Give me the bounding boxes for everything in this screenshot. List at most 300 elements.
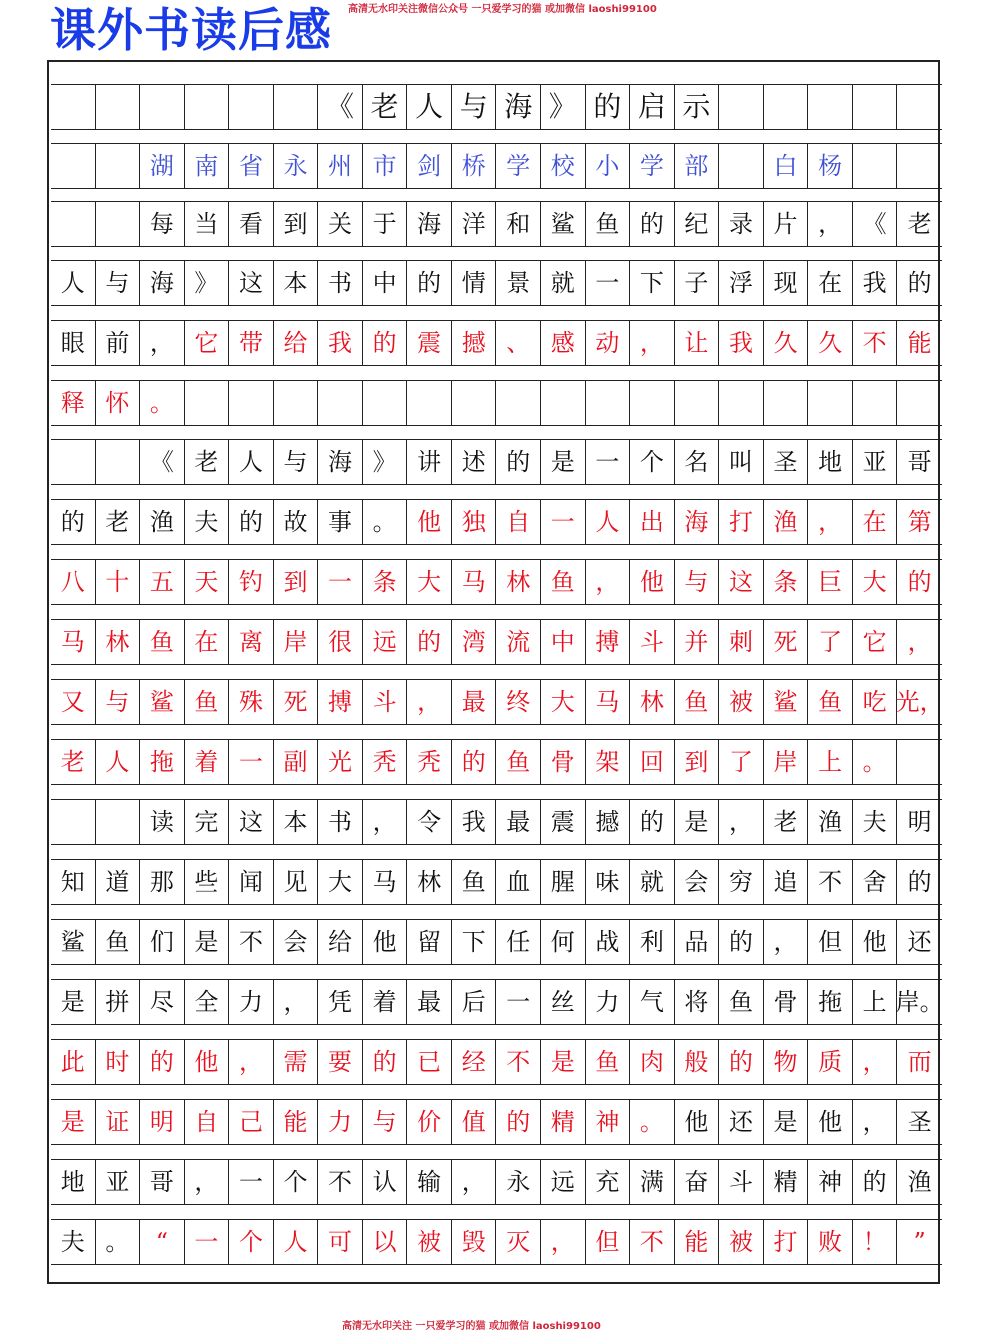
- grid-cell: [318, 381, 363, 425]
- grid-cell: [96, 800, 141, 844]
- grid-cell: 的: [719, 1040, 764, 1084]
- grid-cell: 力: [318, 1100, 363, 1144]
- grid-cell: 见: [274, 860, 319, 904]
- grid-cell: [630, 381, 675, 425]
- grid-cell: 满: [630, 1160, 675, 1204]
- grid-cell: 剑: [407, 144, 452, 188]
- grid-cell: 鱼: [96, 920, 141, 964]
- grid-cell: [452, 381, 497, 425]
- grid-cell: 还: [719, 1100, 764, 1144]
- grid-cell: 地: [51, 1160, 96, 1204]
- text-row: [51, 201, 942, 247]
- text-row: [51, 559, 942, 605]
- grid-cell: 远: [363, 620, 408, 664]
- grid-cell: 自: [185, 1100, 230, 1144]
- grid-cell: 到: [274, 560, 319, 604]
- grid-cell: 何: [541, 920, 586, 964]
- grid-cell: ，: [407, 680, 452, 724]
- grid-cell: [764, 85, 809, 129]
- grid-cell: 在: [185, 620, 230, 664]
- grid-cell: 他: [363, 920, 408, 964]
- grid-cell: 搏: [318, 680, 363, 724]
- grid-cell: 怀: [96, 381, 141, 425]
- grid-cell: 夫: [185, 500, 230, 544]
- grid-cell: 死: [274, 680, 319, 724]
- grid-cell: 叫: [719, 440, 764, 484]
- grid-cell: ，: [719, 800, 764, 844]
- grid-cell: 终: [496, 680, 541, 724]
- grid-cell: 在: [808, 261, 853, 305]
- grid-cell: 。: [630, 1100, 675, 1144]
- grid-cell: 哥: [140, 1160, 185, 1204]
- grid-cell: 》: [185, 261, 230, 305]
- grid-cell: ，: [808, 500, 853, 544]
- grid-cell: 他: [407, 500, 452, 544]
- grid-cell: 当: [185, 202, 230, 246]
- author-row: [51, 143, 942, 189]
- grid-cell: 海: [675, 500, 720, 544]
- grid-cell: 鱼: [719, 980, 764, 1024]
- grid-cell: 鱼: [452, 860, 497, 904]
- grid-cell: 血: [496, 860, 541, 904]
- grid-cell: 永: [496, 1160, 541, 1204]
- grid-cell: 的: [140, 1040, 185, 1084]
- grid-cell: 市: [363, 144, 408, 188]
- grid-cell: 后: [452, 980, 497, 1024]
- grid-cell: 的: [363, 1040, 408, 1084]
- grid-cell: 动: [586, 321, 631, 365]
- essay-grid-paper: [47, 60, 944, 1284]
- grid-cell: 骨: [764, 980, 809, 1024]
- grid-cell: 很: [318, 620, 363, 664]
- grid-cell: 圣: [907, 1108, 932, 1136]
- grid-cell: 认: [363, 1160, 408, 1204]
- grid-cell: 能: [907, 329, 932, 357]
- text-row: [51, 919, 942, 965]
- grid-cell: 上: [808, 740, 853, 784]
- grid-cell: [51, 144, 96, 188]
- grid-cell: 马: [586, 680, 631, 724]
- grid-cell: [808, 85, 853, 129]
- grid-cell: 的: [630, 800, 675, 844]
- grid-cell: 林: [96, 620, 141, 664]
- grid-cell: 它: [853, 620, 898, 664]
- grid-cell: 这: [229, 800, 274, 844]
- grid-cell: 肉: [630, 1040, 675, 1084]
- grid-cell: 海: [140, 261, 185, 305]
- grid-cell: ，: [853, 1100, 898, 1144]
- page-title: 课外书读后感: [50, 3, 332, 57]
- grid-cell: [853, 85, 898, 129]
- grid-cell: ，: [140, 321, 185, 365]
- grid-cell: 给: [274, 321, 319, 365]
- grid-cell: 殊: [229, 680, 274, 724]
- grid-cell: 老: [51, 740, 96, 784]
- grid-cell: 就: [541, 261, 586, 305]
- grid-cell: 林: [630, 680, 675, 724]
- grid-cell: 拼: [96, 980, 141, 1024]
- grid-cell: 尽: [140, 980, 185, 1024]
- text-row: [51, 499, 942, 545]
- grid-cell: 明: [907, 808, 932, 836]
- grid-cell: 斗: [719, 1160, 764, 1204]
- grid-cell: 舍: [853, 860, 898, 904]
- grid-cell: 大: [318, 860, 363, 904]
- grid-cell: 鱼: [808, 680, 853, 724]
- grid-cell: 久: [808, 321, 853, 365]
- grid-cell: 毁: [452, 1220, 497, 1264]
- text-row: [51, 320, 942, 366]
- grid-cell: 出: [630, 500, 675, 544]
- grid-cell: 于: [363, 202, 408, 246]
- grid-cell: 的: [229, 500, 274, 544]
- grid-cell: [675, 381, 720, 425]
- grid-cell: 那: [140, 860, 185, 904]
- grid-cell: ，: [541, 1220, 586, 1264]
- grid-cell: 名: [675, 440, 720, 484]
- grid-cell: 渔: [140, 500, 185, 544]
- grid-cell: [897, 85, 942, 129]
- text-row: [51, 1039, 942, 1085]
- grid-cell: 被: [407, 1220, 452, 1264]
- grid-cell: 我: [318, 321, 363, 365]
- grid-cell: 道: [96, 860, 141, 904]
- grid-cell: 亚: [853, 440, 898, 484]
- grid-cell: 。: [96, 1220, 141, 1264]
- grid-cell: [897, 381, 942, 425]
- grid-cell: 浮: [719, 261, 764, 305]
- grid-cell: 人: [229, 440, 274, 484]
- grid-cell: 但: [586, 1220, 631, 1264]
- grid-cell: 校: [541, 144, 586, 188]
- grid-cell: 省: [229, 144, 274, 188]
- grid-cell: 示: [675, 85, 720, 129]
- grid-cell: 》: [541, 85, 586, 129]
- grid-cell: 大: [407, 560, 452, 604]
- grid-cell: 与: [363, 1100, 408, 1144]
- grid-cell: 岸: [764, 740, 809, 784]
- grid-cell: 们: [140, 920, 185, 964]
- grid-cell: 的: [452, 740, 497, 784]
- grid-cell: 拖: [808, 980, 853, 1024]
- grid-cell: 精: [541, 1100, 586, 1144]
- grid-cell: 证: [96, 1100, 141, 1144]
- grid-cell: 夫: [853, 800, 898, 844]
- grid-cell: 鱼: [541, 560, 586, 604]
- grid-cell: 光: [318, 740, 363, 784]
- grid-cell: 值: [452, 1100, 497, 1144]
- grid-cell: 五: [140, 560, 185, 604]
- grid-cell: 力: [229, 980, 274, 1024]
- grid-cell: 渔: [808, 800, 853, 844]
- grid-cell: 物: [764, 1040, 809, 1084]
- grid-cell: 释: [51, 381, 96, 425]
- grid-cell: [897, 144, 942, 188]
- grid-cell: 的: [363, 321, 408, 365]
- grid-cell: 现: [764, 261, 809, 305]
- grid-cell: ，: [229, 1040, 274, 1084]
- grid-cell: 情: [452, 261, 497, 305]
- grid-cell: 他: [185, 1040, 230, 1084]
- grid-cell: 老: [363, 85, 408, 129]
- grid-cell: 将: [675, 980, 720, 1024]
- grid-cell: 他: [630, 560, 675, 604]
- grid-cell: 片: [764, 202, 809, 246]
- text-row: [51, 1219, 942, 1265]
- grid-cell: 需: [274, 1040, 319, 1084]
- grid-cell: 它: [185, 321, 230, 365]
- grid-cell: 岸: [274, 620, 319, 664]
- grid-cell: 回: [630, 740, 675, 784]
- grid-cell: 大: [541, 680, 586, 724]
- grid-cell: 着: [363, 980, 408, 1024]
- grid-cell: 经: [452, 1040, 497, 1084]
- grid-cell: [51, 202, 96, 246]
- grid-cell: 老: [907, 210, 932, 238]
- grid-cell: 的: [630, 202, 675, 246]
- grid-cell: ，: [185, 1160, 230, 1204]
- grid-cell: 时: [96, 1040, 141, 1084]
- grid-cell: 与: [96, 680, 141, 724]
- grid-cell: 斗: [363, 680, 408, 724]
- grid-cell: 纪: [675, 202, 720, 246]
- grid-cell: 湖: [140, 144, 185, 188]
- grid-cell: 我: [452, 800, 497, 844]
- grid-cell: 的: [853, 1160, 898, 1204]
- grid-cell: 和: [496, 202, 541, 246]
- grid-cell: 人: [51, 261, 96, 305]
- grid-cell: 每: [140, 202, 185, 246]
- grid-cell: 输: [407, 1160, 452, 1204]
- watermark-top: 高清无水印关注微信公众号 一只爱学习的猫 或加微信 laoshi99100: [348, 4, 657, 15]
- grid-cell: 以: [363, 1220, 408, 1264]
- grid-cell: 打: [764, 1220, 809, 1264]
- grid-cell: 故: [274, 500, 319, 544]
- grid-cell: 此: [51, 1040, 96, 1084]
- grid-cell: 久: [764, 321, 809, 365]
- grid-cell: 不: [630, 1220, 675, 1264]
- grid-cell: 》: [363, 440, 408, 484]
- grid-cell: [96, 202, 141, 246]
- grid-cell: 白: [764, 144, 809, 188]
- grid-cell: 秃: [363, 740, 408, 784]
- grid-cell: 与: [96, 261, 141, 305]
- grid-cell: 前: [96, 321, 141, 365]
- grid-cell: 不: [318, 1160, 363, 1204]
- grid-cell: 中: [363, 261, 408, 305]
- grid-cell: 林: [496, 560, 541, 604]
- grid-cell: 了: [808, 620, 853, 664]
- grid-cell: 与: [452, 85, 497, 129]
- grid-cell: 的: [586, 85, 631, 129]
- text-row: [51, 1159, 942, 1205]
- grid-cell: 刺: [719, 620, 764, 664]
- grid-cell: [140, 85, 185, 129]
- grid-cell: 永: [274, 144, 319, 188]
- grid-cell: 眼: [51, 321, 96, 365]
- grid-cell: [51, 800, 96, 844]
- grid-cell: 是: [675, 800, 720, 844]
- grid-cell: 他: [808, 1100, 853, 1144]
- grid-cell: 鱼: [185, 680, 230, 724]
- grid-cell: 。: [363, 500, 408, 544]
- text-row: [51, 979, 942, 1025]
- grid-cell: 闻: [229, 860, 274, 904]
- grid-cell: ”: [913, 1228, 926, 1256]
- grid-cell: ，: [907, 628, 932, 656]
- grid-cell: 他: [853, 920, 898, 964]
- grid-cell: 读: [140, 800, 185, 844]
- grid-cell: 味: [586, 860, 631, 904]
- grid-cell: 启: [630, 85, 675, 129]
- grid-cell: ，: [452, 1160, 497, 1204]
- grid-cell: 离: [229, 620, 274, 664]
- grid-cell: 一: [586, 440, 631, 484]
- grid-cell: 一: [229, 740, 274, 784]
- grid-cell: 鱼: [675, 680, 720, 724]
- grid-cell: 自: [496, 500, 541, 544]
- text-row: [51, 799, 942, 845]
- grid-cell: 精: [764, 1160, 809, 1204]
- grid-cell: 还: [907, 928, 932, 956]
- grid-cell: 《: [853, 202, 898, 246]
- grid-cell: 他: [675, 1100, 720, 1144]
- grid-cell: 巨: [808, 560, 853, 604]
- grid-cell: 海: [407, 202, 452, 246]
- grid-cell: 会: [675, 860, 720, 904]
- grid-cell: 鱼: [586, 202, 631, 246]
- grid-cell: [96, 85, 141, 129]
- grid-cell: 带: [229, 321, 274, 365]
- grid-cell: 学: [496, 144, 541, 188]
- grid-cell: 能: [274, 1100, 319, 1144]
- grid-cell: 的: [907, 868, 932, 896]
- grid-cell: 子: [675, 261, 720, 305]
- grid-cell: [719, 381, 764, 425]
- grid-cell: ，: [808, 202, 853, 246]
- grid-cell: 般: [675, 1040, 720, 1084]
- grid-cell: 杨: [808, 144, 853, 188]
- grid-cell: 的: [719, 920, 764, 964]
- grid-cell: 这: [229, 261, 274, 305]
- grid-cell: 任: [496, 920, 541, 964]
- grid-cell: 地: [808, 440, 853, 484]
- grid-cell: 灭: [496, 1220, 541, 1264]
- grid-cell: 神: [808, 1160, 853, 1204]
- grid-cell: 洋: [452, 202, 497, 246]
- grid-cell: 会: [274, 920, 319, 964]
- grid-cell: 人: [407, 85, 452, 129]
- grid-cell: 吃: [853, 680, 898, 724]
- grid-cell: 是: [51, 1100, 96, 1144]
- grid-cell: 鱼: [496, 740, 541, 784]
- grid-cell: 讲: [407, 440, 452, 484]
- grid-cell: 最: [452, 680, 497, 724]
- grid-cell: 些: [185, 860, 230, 904]
- text-row: [51, 679, 942, 725]
- grid-cell: 。: [140, 381, 185, 425]
- grid-cell: 不: [853, 321, 898, 365]
- grid-cell: 八: [51, 560, 96, 604]
- grid-cell: 令: [407, 800, 452, 844]
- grid-cell: 一: [541, 500, 586, 544]
- grid-cell: 全: [185, 980, 230, 1024]
- grid-cell: ，: [586, 560, 631, 604]
- grid-cell: 是: [541, 440, 586, 484]
- grid-cell: 关: [318, 202, 363, 246]
- grid-cell: 第: [907, 508, 932, 536]
- grid-cell: 奋: [675, 1160, 720, 1204]
- grid-cell: 气: [630, 980, 675, 1024]
- grid-cell: [719, 85, 764, 129]
- grid-cell: 震: [407, 321, 452, 365]
- grid-cell: 最: [407, 980, 452, 1024]
- grid-cell: 撼: [586, 800, 631, 844]
- grid-cell: [51, 440, 96, 484]
- grid-cell: [853, 381, 898, 425]
- grid-cell: 又: [51, 680, 96, 724]
- grid-cell: 看: [229, 202, 274, 246]
- grid-cell: 、: [496, 321, 541, 365]
- grid-cell: 的: [496, 440, 541, 484]
- grid-cell: ，: [853, 1040, 898, 1084]
- grid-cell: 部: [675, 144, 720, 188]
- grid-cell: 知: [51, 860, 96, 904]
- grid-cell: 小: [586, 144, 631, 188]
- grid-cell: 中: [541, 620, 586, 664]
- grid-cell: 湾: [452, 620, 497, 664]
- grid-cell: 骨: [541, 740, 586, 784]
- grid-cell: 学: [630, 144, 675, 188]
- grid-cell: 不: [229, 920, 274, 964]
- grid-cell: 我: [719, 321, 764, 365]
- grid-cell: 本: [274, 261, 319, 305]
- grid-cell: 《: [318, 85, 363, 129]
- grid-cell: 败: [808, 1220, 853, 1264]
- grid-cell: 着: [185, 740, 230, 784]
- grid-cell: 是: [541, 1040, 586, 1084]
- text-row: [51, 260, 942, 306]
- grid-cell: 老: [96, 500, 141, 544]
- grid-cell: 上: [853, 980, 898, 1024]
- watermark-bottom: 高清无水印关注 一只爱学习的猫 或加微信 laoshi99100: [342, 1321, 601, 1332]
- grid-cell: 十: [96, 560, 141, 604]
- grid-cell: 鲨: [140, 680, 185, 724]
- grid-cell: 是: [51, 980, 96, 1024]
- grid-cell: 《: [140, 440, 185, 484]
- grid-cell: 充: [586, 1160, 631, 1204]
- grid-cell: 在: [853, 500, 898, 544]
- grid-cell: 明: [140, 1100, 185, 1144]
- grid-cell: [185, 85, 230, 129]
- grid-cell: [185, 381, 230, 425]
- grid-cell: 一: [586, 261, 631, 305]
- grid-cell: ，: [363, 800, 408, 844]
- text-row: [51, 859, 942, 905]
- grid-cell: 天: [185, 560, 230, 604]
- grid-cell: 斗: [630, 620, 675, 664]
- grid-cell: 州: [318, 144, 363, 188]
- grid-cell: 渔: [764, 500, 809, 544]
- grid-cell: 被: [719, 680, 764, 724]
- grid-cell: 神: [586, 1100, 631, 1144]
- text-row: [51, 739, 942, 785]
- grid-cell: 战: [586, 920, 631, 964]
- grid-cell: 的: [51, 500, 96, 544]
- grid-cell: 个: [630, 440, 675, 484]
- grid-cell: 穷: [719, 860, 764, 904]
- grid-cell: “: [140, 1220, 185, 1264]
